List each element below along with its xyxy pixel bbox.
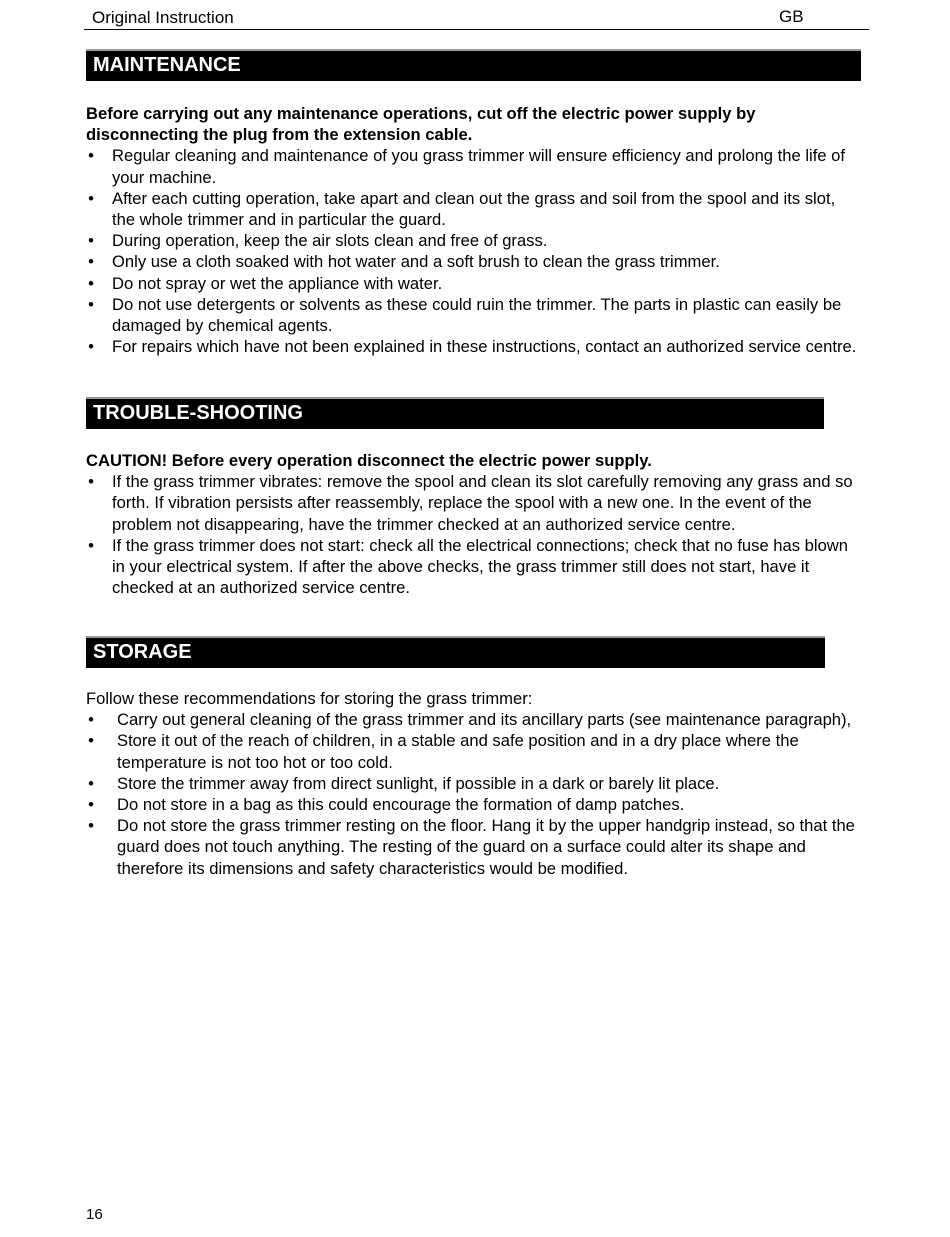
list-item bbox=[86, 709, 861, 730]
bullet-icon: • bbox=[88, 231, 94, 251]
bullet-icon: • bbox=[88, 146, 94, 166]
list-item-text: Regular cleaning and maintenance of you grass trimmer will ensure efficiency and prolong the life of your machine. bbox=[112, 146, 845, 187]
list-item-text: If the grass trimmer vibrates: remove the spool and clean its slot carefully removing any grass and so forth. If vibration persists after reassembly, replace the spool with a new one. In the event of the problem not disappearing, have the trimmer checked at an authorized service centre. bbox=[112, 472, 853, 534]
bullet-icon: • bbox=[88, 252, 94, 272]
list-item-text: Only use a cloth soaked with hot water and a soft brush to clean the grass trimmer. bbox=[112, 252, 720, 272]
bullet-icon: • bbox=[88, 795, 94, 815]
list-item bbox=[86, 251, 861, 272]
bullet-icon: • bbox=[88, 731, 94, 751]
list-item bbox=[86, 145, 861, 187]
list-item-text: For repairs which have not been explained in these instructions, contact an authorized service centre. bbox=[112, 337, 857, 357]
troubleshooting-heading-bar bbox=[86, 397, 824, 429]
storage-heading-bar bbox=[86, 636, 825, 668]
bullet-icon: • bbox=[88, 337, 94, 357]
troubleshooting-caution: CAUTION! Before every operation disconnect the electric power supply. bbox=[86, 451, 652, 470]
list-item bbox=[86, 188, 861, 230]
maintenance-heading: MAINTENANCE bbox=[93, 54, 241, 76]
bullet-icon: • bbox=[88, 188, 94, 208]
page-number: 16 bbox=[86, 1206, 103, 1223]
bullet-icon: • bbox=[88, 816, 94, 836]
bullet-icon: • bbox=[88, 273, 94, 293]
list-item-text: Do not store the grass trimmer resting on the floor. Hang it by the upper handgrip instead, so that the guard does not touch anything. The resting of the guard on a surface could alter its shape and therefore its dimensions and safety characteristics would be modified. bbox=[117, 816, 855, 878]
list-item-text: Store the trimmer away from direct sunlight, if possible in a dark or barely lit place. bbox=[117, 773, 720, 793]
maintenance-section bbox=[86, 103, 861, 357]
list-item bbox=[86, 471, 861, 535]
header-language-code: GB bbox=[779, 7, 804, 26]
list-item bbox=[86, 273, 861, 294]
troubleshooting-list bbox=[86, 471, 861, 598]
storage-intro: Follow these recommendations for storing the grass trimmer: bbox=[86, 689, 533, 708]
list-item-text: If the grass trimmer does not start: check all the electrical connections; check that no fuse has blown in your electrical system. If after the above checks, the grass trimmer still does not start, have it checked at an authorized service centre. bbox=[112, 535, 849, 598]
troubleshooting-heading: TROUBLE-SHOOTING bbox=[93, 402, 303, 424]
list-item bbox=[86, 773, 861, 794]
list-item bbox=[86, 294, 861, 336]
maintenance-warning: Before carrying out any maintenance operations, cut off the electric power supply by disconnecting the plug from the extension cable. bbox=[86, 104, 756, 145]
bullet-icon: • bbox=[88, 535, 94, 555]
list-item bbox=[86, 535, 861, 599]
list-item bbox=[86, 336, 861, 357]
bullet-icon: • bbox=[88, 773, 94, 793]
storage-heading: STORAGE bbox=[93, 641, 192, 663]
list-item-text: Carry out general cleaning of the grass trimmer and its ancillary parts (see maintenance paragraph), bbox=[117, 710, 852, 730]
list-item-text: During operation, keep the air slots clean and free of grass. bbox=[112, 231, 548, 251]
list-item bbox=[86, 730, 861, 772]
maintenance-list bbox=[86, 145, 861, 357]
header-title: Original Instruction bbox=[92, 8, 234, 27]
list-item bbox=[86, 815, 861, 879]
list-item-text: Store it out of the reach of children, in a stable and safe position and in a dry place where the temperature is not too hot or too cold. bbox=[117, 731, 799, 772]
list-item-text: Do not use detergents or solvents as these could ruin the trimmer. The parts in plastic can easily be damaged by chemical agents. bbox=[112, 294, 842, 336]
maintenance-heading-bar bbox=[86, 49, 861, 81]
list-item bbox=[86, 230, 861, 251]
bullet-icon: • bbox=[88, 294, 94, 314]
storage-list bbox=[86, 709, 861, 879]
list-item-text: Do not spray or wet the appliance with water. bbox=[112, 273, 443, 293]
list-item-text: After each cutting operation, take apart and clean out the grass and soil from the spool and its slot, the whole trimmer and in particular the guard. bbox=[112, 188, 836, 230]
page-header bbox=[84, 6, 869, 30]
troubleshooting-section bbox=[86, 450, 861, 598]
bullet-icon: • bbox=[88, 710, 94, 730]
bullet-icon: • bbox=[88, 472, 94, 492]
list-item-text: Do not store in a bag as this could encourage the formation of damp patches. bbox=[117, 795, 685, 815]
storage-section bbox=[86, 688, 861, 879]
list-item bbox=[86, 794, 861, 815]
